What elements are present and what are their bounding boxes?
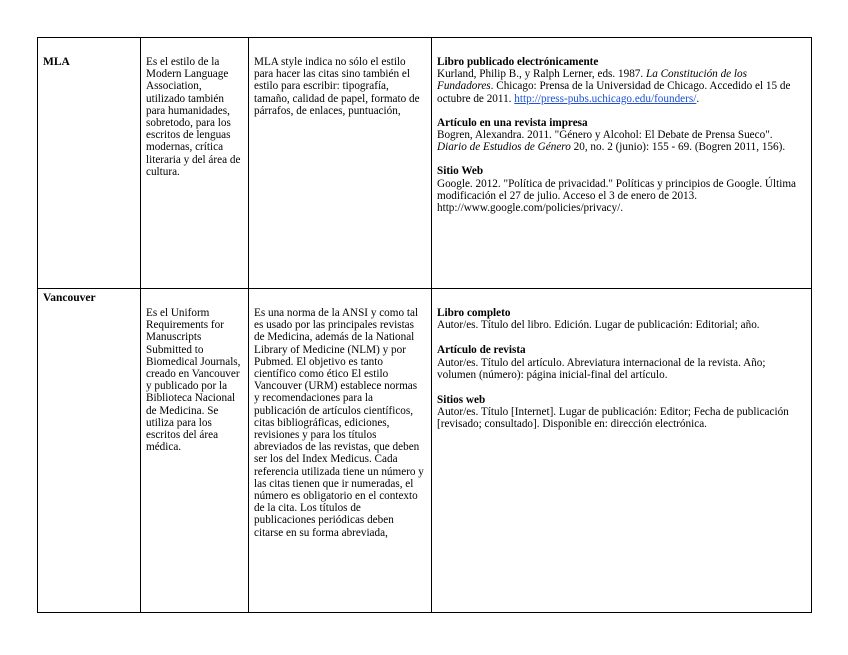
example-text: Bogren, Alexandra. 2011. "Género y Alcohol: El Debate de Prensa Sueco". Diario de Estudios de Género 20, no. 2 (junio): 155 - 69. (Bogren 2011, 156). <box>437 129 786 154</box>
example-title: Artículo de revista <box>437 344 526 357</box>
style-name: Vancouver <box>43 292 96 304</box>
style-notes: Es una norma de la ANSI y como tal es usado por las principales revistas de Medicina, además de la National Library of Medicine (NLM) y por Pubmed. El objetivo es tanto científico como ético El estilo Vancouver (URM) establece normas y recomendaciones para la publicación de artículos científicos, citas bibliográficas, ediciones, revisiones y para los títulos abreviados de las revistas, que deben ser los del Index Medicus. Cada referencia utilizada tiene un número y las citas tienen que ir numeradas, el número es obligatorio en el contexto de la cita. Los títulos de publicaciones periódicas deben citarse en su forma abreviada, <box>254 307 424 539</box>
example-text: Kurland, Philip B., y Ralph Lerner, eds. 1987. La Constitución de los Fundadores. Chicago: Prensa de la Universidad de Chicago. Accedido el 15 de octubre de 2011. http://press-pubs.uchicago.edu/founders/. <box>437 68 791 105</box>
style-notes: MLA style indica no sólo el estilo para hacer las citas sino también el estilo para escribir: tipografía, tamaño, calidad de papel, formato de párrafos, de enlaces, puntuación, <box>254 56 420 117</box>
table-row <box>38 38 812 289</box>
style-examples <box>432 38 811 214</box>
table-row <box>38 289 812 613</box>
example-title: Sitios web <box>437 394 486 407</box>
style-examples <box>432 289 811 431</box>
style-description: Es el Uniform Requirements for Manuscripts Submitted to Biomedical Journals, creado en Vancouver y publicado por la Biblioteca Nacional de Medicina. Se utiliza para los escritos del área médica. <box>146 307 241 454</box>
example-title: Artículo en una revista impresa <box>437 116 588 129</box>
example-title: Libro completo <box>437 307 511 319</box>
example-text: Autor/es. Título del artículo. Abreviatura internacional de la revista. Año; volumen (número): página inicial-final del artículo. <box>437 356 766 381</box>
style-description: Es el estilo de la Modern Language Association, utilizado también para humanidades, sobretodo, para los escritos de lenguas modernas, crítica literaria y del área de cultura. <box>146 56 241 178</box>
example-text: Google. 2012. "Política de privacidad." Políticas y principios de Google. Última modificación el 27 de julio. Acceso el 3 de enero de 2013. http://www.google.com/policies/privacy/. <box>437 177 796 215</box>
example-text: Autor/es. Título [Internet]. Lugar de publicación: Editor; Fecha de publicación [revisado; consultado]. Disponible en: dirección electrónica. <box>437 406 789 431</box>
example-title: Sitio Web <box>437 165 484 178</box>
example-title: Libro publicado electrónicamente <box>437 56 599 68</box>
example-text: Autor/es. Título del libro. Edición. Lugar de publicación: Editorial; año. <box>437 319 760 332</box>
style-name: MLA <box>43 56 70 68</box>
founders-link[interactable]: http://press-pubs.uchicago.edu/founders/ <box>514 92 697 105</box>
citation-styles-table <box>37 37 812 613</box>
